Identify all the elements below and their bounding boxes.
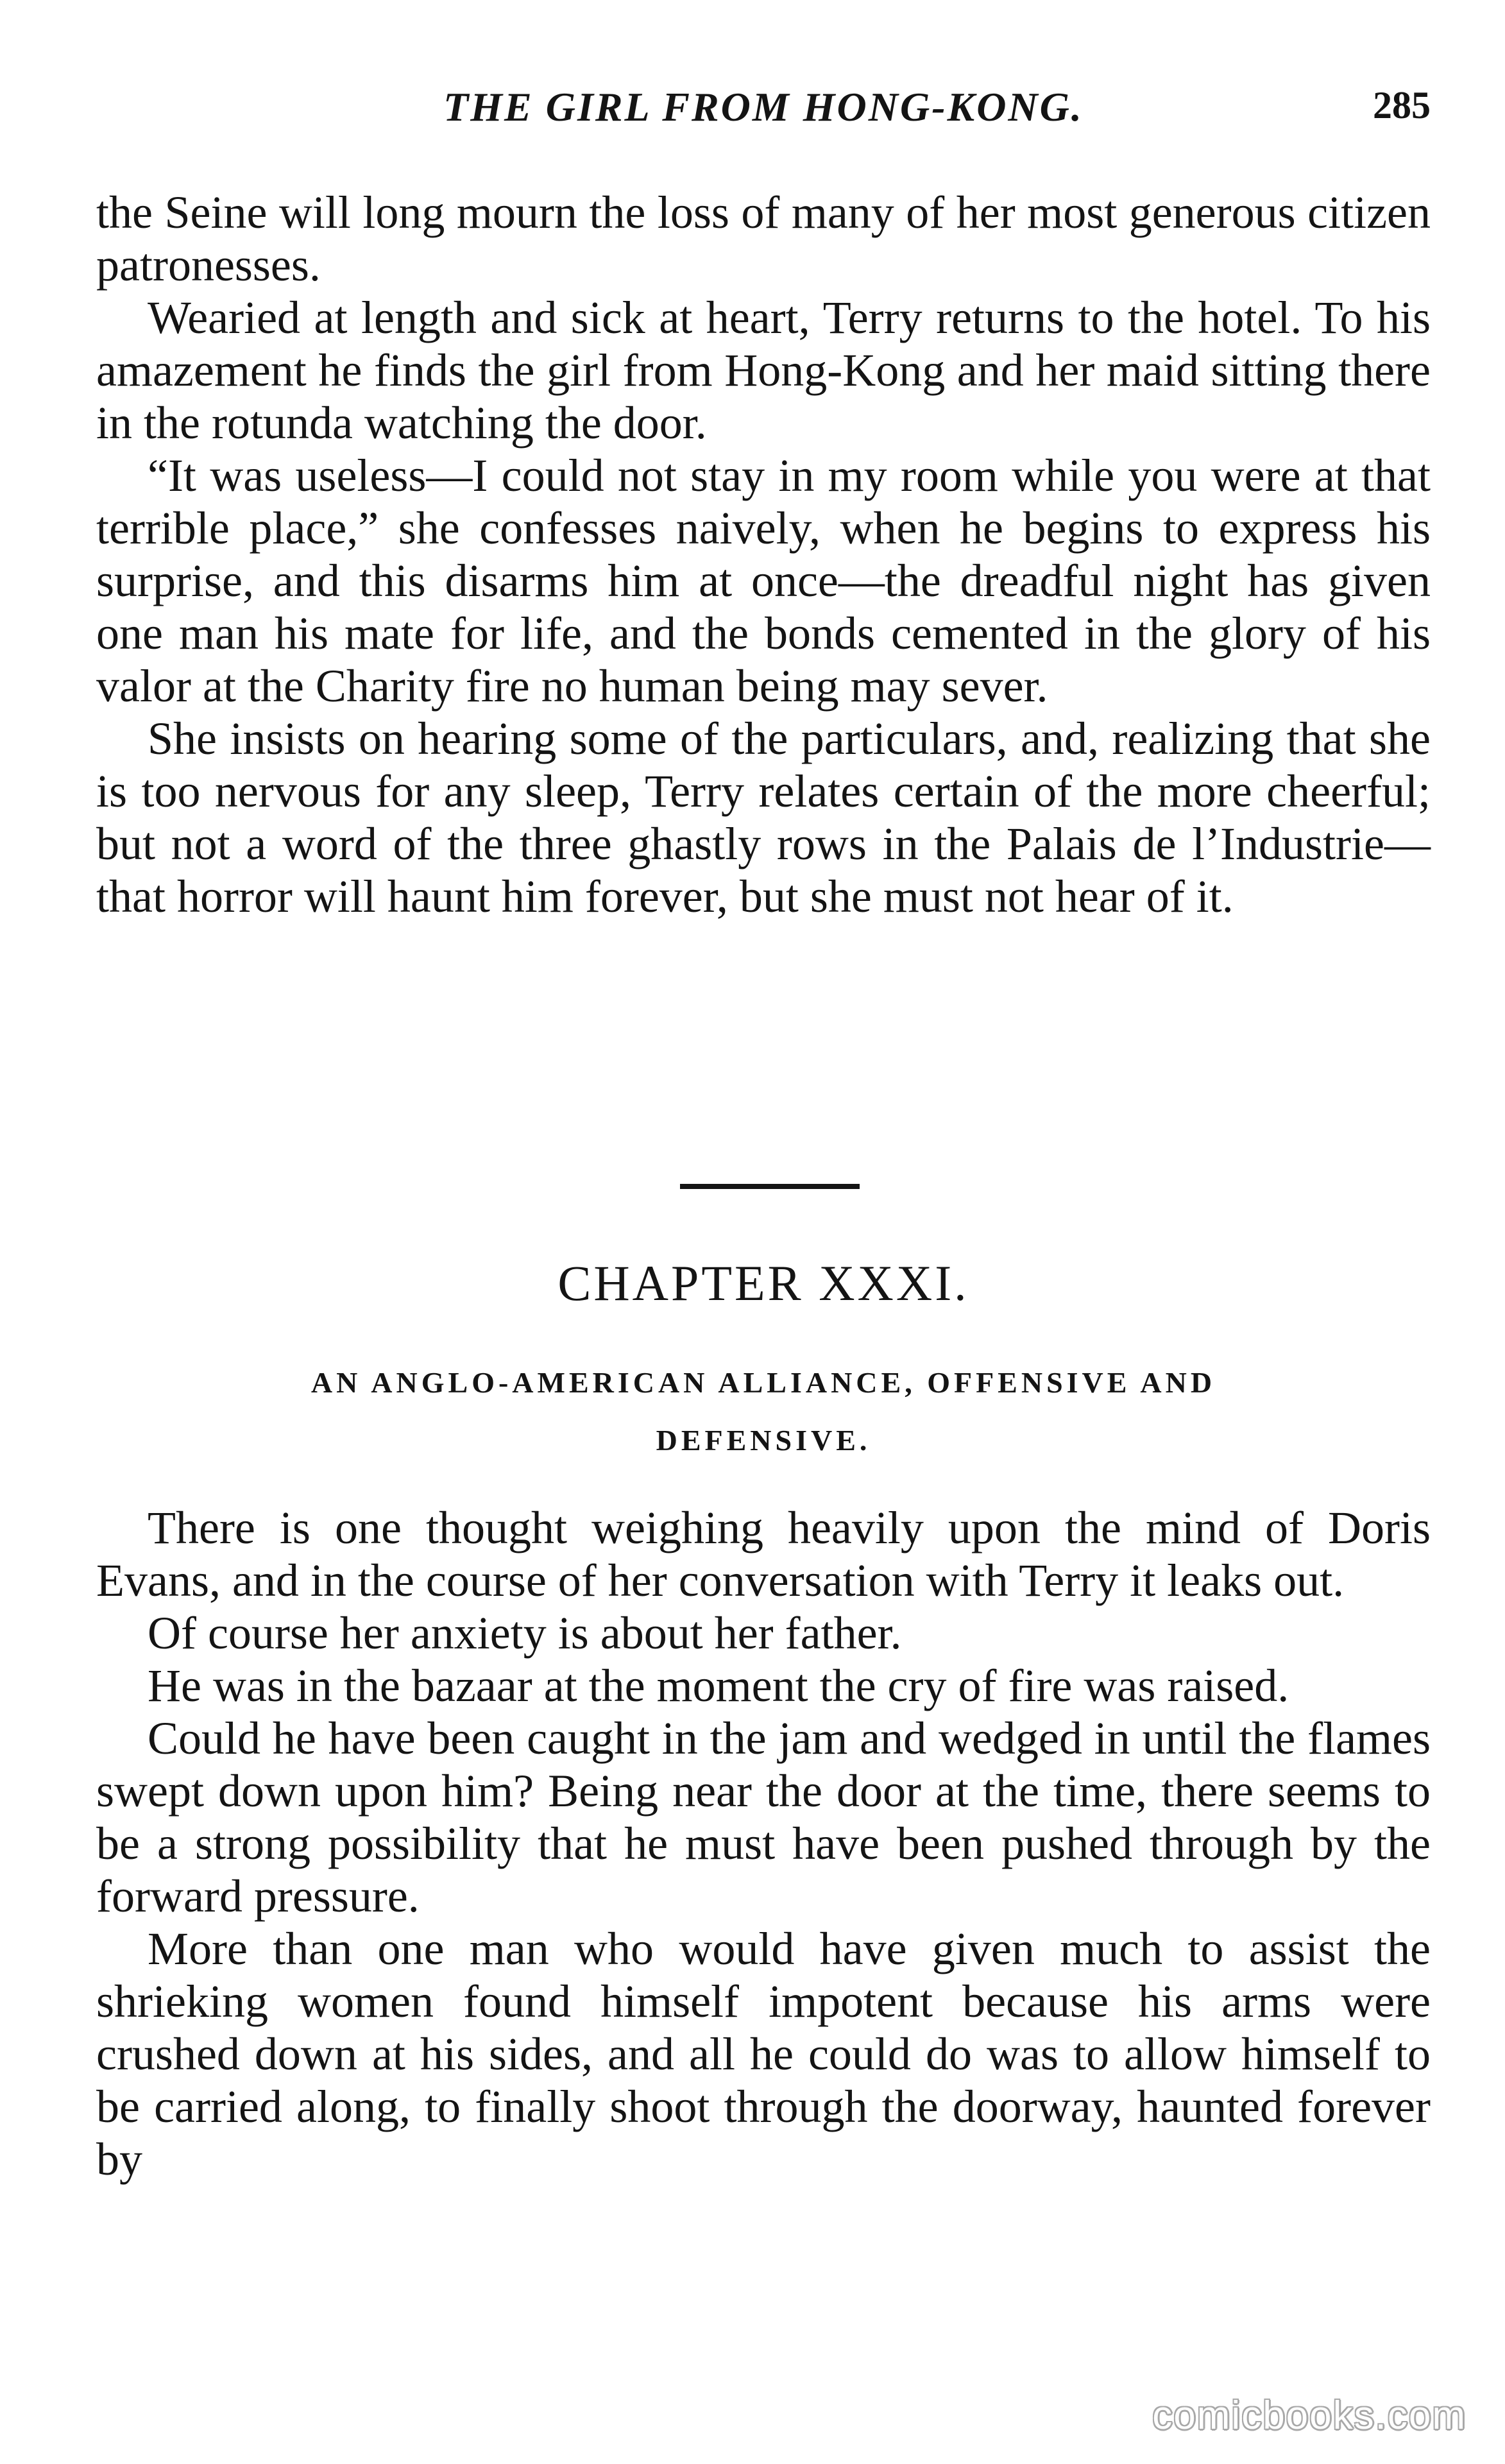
paragraph: Could he have been caught in the jam and wedged in until the flames swept down upon him? Being near the door at the time, there seems to be a strong possibility that he must have been pushed through by the forward pressure. xyxy=(96,1713,1431,1922)
paragraph: Wearied at length and sick at heart, Terry returns to the hotel. To his amazement he finds the girl from Hong-Kong and her maid sitting there in the rotunda watching the door. xyxy=(96,292,1431,449)
text-block-top xyxy=(96,186,1431,923)
section-divider xyxy=(680,1184,860,1189)
paragraph: the Seine will long mourn the loss of many of her most generous citizen patronesses. xyxy=(96,187,1431,291)
paragraph: More than one man who would have given much to assist the shrieking women found himself impotent because his arms were crushed down at his sides, and all he could do was to allow himself to be carried along, to finally shoot through the doorway, haunted forever by xyxy=(96,1923,1431,2185)
paragraph: He was in the bazaar at the moment the cry of fire was raised. xyxy=(148,1660,1289,1711)
watermark: comicbooks.com xyxy=(1152,2393,1467,2438)
chapter-subtitle-line: DEFENSIVE. xyxy=(656,1424,871,1457)
running-title: THE GIRL FROM HONG-KONG. xyxy=(443,84,1084,130)
chapter-heading: CHAPTER XXXI. xyxy=(557,1255,969,1311)
paragraph: She insists on hearing some of the particulars, and, realizing that she is too nervous for any sleep, Terry relates certain of the more cheerful; but not a word of the three ghastly rows in the Palais de l’Industrie—that horror will haunt him forever, but she must not hear of it. xyxy=(96,713,1431,922)
chapter-subtitle-line: AN ANGLO-AMERICAN ALLIANCE, OFFENSIVE AND xyxy=(310,1366,1216,1399)
text-block-bottom xyxy=(96,1502,1431,2186)
page-number: 285 xyxy=(1373,84,1431,126)
paragraph: Of course her anxiety is about her father. xyxy=(148,1607,902,1659)
paragraph: “It was useless—I could not stay in my room while you were at that terrible place,” she confesses naively, when he begins to express his surprise, and this disarms him at once—the dreadful night has given one man his mate for life, and the bonds cemented in the glory of his valor at the Charity fire no human being may sever. xyxy=(96,450,1431,712)
chapter-subtitle xyxy=(96,1354,1431,1469)
running-head xyxy=(96,83,1431,154)
paragraph: There is one thought weighing heavily upon the mind of Doris Evans, and in the course of her conversation with Terry it leaks out. xyxy=(96,1502,1431,1606)
